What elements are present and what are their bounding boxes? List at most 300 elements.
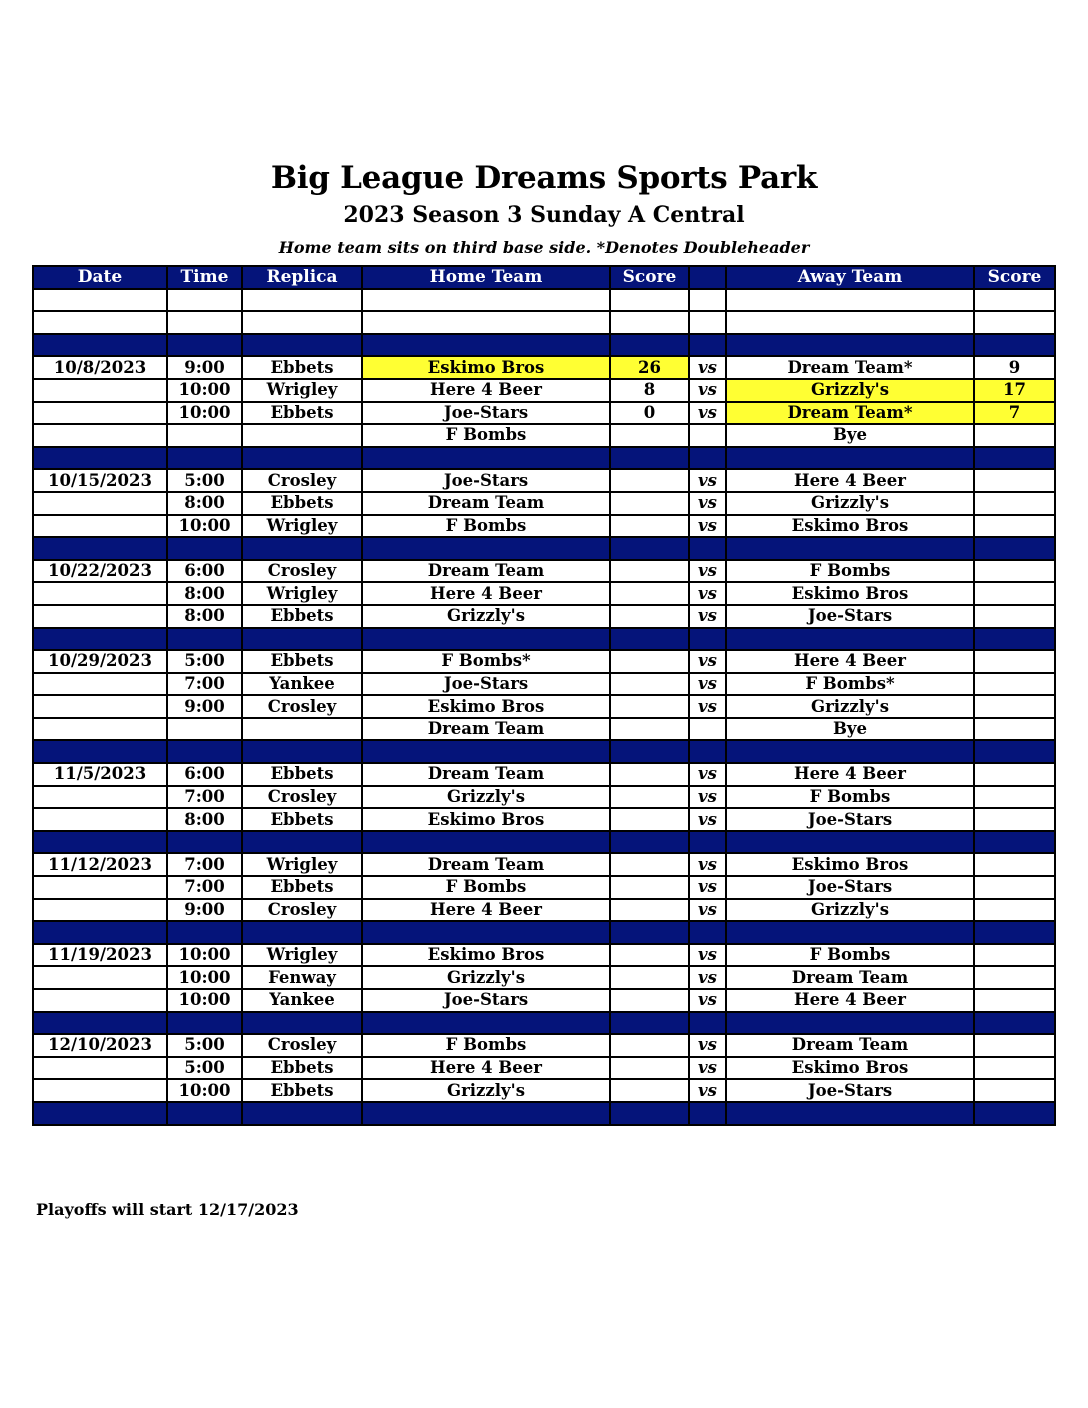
home-score-cell — [610, 740, 689, 763]
away-score-cell — [974, 334, 1055, 357]
away-team-cell: Here 4 Beer — [726, 989, 974, 1012]
home-score-cell — [610, 1034, 689, 1057]
game-row — [33, 402, 1055, 425]
date-cell — [33, 628, 167, 651]
page-title: Big League Dreams Sports Park — [270, 160, 818, 196]
vs-cell: vs — [689, 605, 726, 628]
game-row — [33, 356, 1055, 379]
vs-cell: vs — [689, 515, 726, 538]
game-row — [33, 989, 1055, 1012]
date-cell — [33, 1012, 167, 1035]
vs-cell: vs — [689, 989, 726, 1012]
date-cell — [33, 718, 167, 741]
date-cell — [33, 1102, 167, 1125]
away-score-cell — [974, 1012, 1055, 1035]
home-team-cell: Dream Team — [362, 853, 610, 876]
game-row — [33, 695, 1055, 718]
away-score-cell — [974, 831, 1055, 854]
header-vs — [689, 266, 726, 289]
replica-cell: Crosley — [242, 469, 362, 492]
game-row — [33, 1034, 1055, 1057]
vs-cell: vs — [689, 379, 726, 402]
away-team-cell: Eskimo Bros — [726, 853, 974, 876]
date-cell — [33, 786, 167, 809]
replica-cell: Ebbets — [242, 1057, 362, 1080]
header-home-score: Score — [610, 266, 689, 289]
time-cell: 9:00 — [167, 899, 242, 922]
game-row — [33, 560, 1055, 583]
vs-cell — [689, 1102, 726, 1125]
replica-cell — [242, 718, 362, 741]
home-score-cell — [610, 424, 689, 447]
away-team-cell: F Bombs — [726, 560, 974, 583]
away-score-cell — [974, 311, 1055, 334]
home-team-cell — [362, 831, 610, 854]
game-row — [33, 966, 1055, 989]
away-score-cell — [974, 515, 1055, 538]
replica-cell — [242, 628, 362, 651]
home-score-cell — [610, 1102, 689, 1125]
home-score-cell — [610, 921, 689, 944]
home-team-cell: Dream Team — [362, 763, 610, 786]
vs-cell: vs — [689, 695, 726, 718]
date-cell — [33, 447, 167, 470]
away-team-cell — [726, 1102, 974, 1125]
vs-cell — [689, 537, 726, 560]
time-cell: 5:00 — [167, 1057, 242, 1080]
vs-cell: vs — [689, 876, 726, 899]
game-row — [33, 899, 1055, 922]
time-cell: 8:00 — [167, 808, 242, 831]
away-team-cell: Joe-Stars — [726, 605, 974, 628]
home-team-cell: F Bombs — [362, 1034, 610, 1057]
game-row — [33, 718, 1055, 741]
home-score-cell — [610, 515, 689, 538]
home-score-cell — [610, 1079, 689, 1102]
home-score-cell — [610, 763, 689, 786]
home-team-cell: Eskimo Bros — [362, 944, 610, 967]
away-score-cell — [974, 853, 1055, 876]
away-score-cell — [974, 921, 1055, 944]
date-cell — [33, 876, 167, 899]
time-cell — [167, 628, 242, 651]
replica-cell: Ebbets — [242, 876, 362, 899]
home-team-cell: Eskimo Bros — [362, 695, 610, 718]
home-score-cell — [610, 695, 689, 718]
date-cell: 11/19/2023 — [33, 944, 167, 967]
date-cell — [33, 695, 167, 718]
home-score-cell — [610, 1012, 689, 1035]
time-cell — [167, 1012, 242, 1035]
home-score-cell — [610, 537, 689, 560]
away-team-cell: Dream Team — [726, 1034, 974, 1057]
home-team-cell — [362, 740, 610, 763]
replica-cell — [242, 537, 362, 560]
away-score-cell — [974, 605, 1055, 628]
time-cell: 7:00 — [167, 853, 242, 876]
vs-cell: vs — [689, 786, 726, 809]
home-score-cell — [610, 786, 689, 809]
game-row — [33, 492, 1055, 515]
away-score-cell — [974, 876, 1055, 899]
away-score-cell — [974, 628, 1055, 651]
vs-cell: vs — [689, 1079, 726, 1102]
home-score-cell — [610, 447, 689, 470]
game-row — [33, 944, 1055, 967]
replica-cell: Wrigley — [242, 379, 362, 402]
away-team-cell — [726, 628, 974, 651]
home-team-cell: F Bombs* — [362, 650, 610, 673]
game-row — [33, 876, 1055, 899]
vs-cell: vs — [689, 492, 726, 515]
time-cell — [167, 311, 242, 334]
date-cell — [33, 831, 167, 854]
away-team-cell — [726, 311, 974, 334]
home-team-cell — [362, 447, 610, 470]
away-team-cell — [726, 921, 974, 944]
separator-row — [33, 921, 1055, 944]
time-cell — [167, 831, 242, 854]
vs-cell: vs — [689, 673, 726, 696]
date-cell: 11/12/2023 — [33, 853, 167, 876]
away-team-cell: Bye — [726, 424, 974, 447]
date-cell — [33, 605, 167, 628]
schedule-body — [33, 289, 1055, 1125]
away-score-cell — [974, 966, 1055, 989]
home-team-cell — [362, 628, 610, 651]
away-team-cell: Here 4 Beer — [726, 763, 974, 786]
home-score-cell — [610, 853, 689, 876]
header-away-score: Score — [974, 266, 1055, 289]
replica-cell — [242, 424, 362, 447]
away-team-cell: Grizzly's — [726, 379, 974, 402]
home-team-cell: Dream Team — [362, 492, 610, 515]
away-score-cell — [974, 582, 1055, 605]
vs-cell — [689, 921, 726, 944]
home-team-cell: F Bombs — [362, 424, 610, 447]
home-team-cell: Eskimo Bros — [362, 808, 610, 831]
date-cell: 10/8/2023 — [33, 356, 167, 379]
home-team-cell: Grizzly's — [362, 1079, 610, 1102]
replica-cell: Fenway — [242, 966, 362, 989]
away-team-cell: Grizzly's — [726, 899, 974, 922]
time-cell: 10:00 — [167, 515, 242, 538]
away-score-cell — [974, 1057, 1055, 1080]
game-row — [33, 605, 1055, 628]
replica-cell: Wrigley — [242, 944, 362, 967]
home-score-cell — [610, 469, 689, 492]
game-row — [33, 808, 1055, 831]
date-cell: 12/10/2023 — [33, 1034, 167, 1057]
vs-cell: vs — [689, 402, 726, 425]
game-row — [33, 379, 1055, 402]
vs-cell: vs — [689, 469, 726, 492]
time-cell — [167, 740, 242, 763]
game-row — [33, 650, 1055, 673]
home-team-cell: Here 4 Beer — [362, 379, 610, 402]
away-score-cell — [974, 289, 1055, 312]
header-home-team: Home Team — [362, 266, 610, 289]
away-score-cell — [974, 424, 1055, 447]
replica-cell — [242, 447, 362, 470]
away-score-cell — [974, 944, 1055, 967]
home-score-cell — [610, 1057, 689, 1080]
home-team-cell: Here 4 Beer — [362, 1057, 610, 1080]
home-score-cell — [610, 650, 689, 673]
away-team-cell — [726, 289, 974, 312]
home-team-cell — [362, 537, 610, 560]
game-row — [33, 424, 1055, 447]
date-cell — [33, 899, 167, 922]
blank-row — [33, 289, 1055, 312]
vs-cell: vs — [689, 650, 726, 673]
date-cell: 11/5/2023 — [33, 763, 167, 786]
time-cell — [167, 718, 242, 741]
away-score-cell — [974, 537, 1055, 560]
away-team-cell — [726, 537, 974, 560]
home-score-cell — [610, 966, 689, 989]
away-score-cell: 9 — [974, 356, 1055, 379]
game-row — [33, 763, 1055, 786]
page-subtitle: 2023 Season 3 Sunday A Central — [343, 202, 745, 228]
time-cell: 10:00 — [167, 402, 242, 425]
home-team-cell: F Bombs — [362, 876, 610, 899]
home-score-cell: 8 — [610, 379, 689, 402]
schedule-table — [32, 265, 1056, 1126]
date-cell — [33, 311, 167, 334]
time-cell — [167, 424, 242, 447]
home-score-cell — [610, 582, 689, 605]
away-team-cell: Here 4 Beer — [726, 469, 974, 492]
home-score-cell — [610, 334, 689, 357]
blank-row — [33, 311, 1055, 334]
away-team-cell: Eskimo Bros — [726, 1057, 974, 1080]
time-cell: 5:00 — [167, 469, 242, 492]
game-row — [33, 786, 1055, 809]
game-row — [33, 853, 1055, 876]
away-score-cell — [974, 1102, 1055, 1125]
replica-cell: Ebbets — [242, 808, 362, 831]
away-score-cell — [974, 469, 1055, 492]
away-score-cell — [974, 447, 1055, 470]
date-cell — [33, 289, 167, 312]
replica-cell: Crosley — [242, 1034, 362, 1057]
playoffs-note: Playoffs will start 12/17/2023 — [36, 1200, 299, 1219]
date-cell — [33, 379, 167, 402]
away-team-cell: Joe-Stars — [726, 876, 974, 899]
date-cell — [33, 402, 167, 425]
header-time: Time — [167, 266, 242, 289]
date-cell — [33, 334, 167, 357]
date-cell — [33, 1079, 167, 1102]
replica-cell: Wrigley — [242, 515, 362, 538]
vs-cell: vs — [689, 808, 726, 831]
replica-cell — [242, 311, 362, 334]
away-team-cell — [726, 831, 974, 854]
away-team-cell: Here 4 Beer — [726, 650, 974, 673]
time-cell: 6:00 — [167, 560, 242, 583]
home-score-cell — [610, 808, 689, 831]
away-team-cell — [726, 1012, 974, 1035]
home-score-cell — [610, 560, 689, 583]
away-score-cell — [974, 740, 1055, 763]
time-cell: 10:00 — [167, 989, 242, 1012]
away-team-cell: F Bombs — [726, 786, 974, 809]
home-score-cell — [610, 899, 689, 922]
home-team-cell: Here 4 Beer — [362, 582, 610, 605]
date-cell — [33, 808, 167, 831]
separator-row — [33, 447, 1055, 470]
away-score-cell — [974, 808, 1055, 831]
date-cell — [33, 673, 167, 696]
time-cell: 7:00 — [167, 786, 242, 809]
game-row — [33, 1057, 1055, 1080]
replica-cell — [242, 831, 362, 854]
replica-cell — [242, 1102, 362, 1125]
vs-cell: vs — [689, 582, 726, 605]
time-cell — [167, 537, 242, 560]
vs-cell: vs — [689, 763, 726, 786]
date-cell — [33, 1057, 167, 1080]
home-team-cell — [362, 1102, 610, 1125]
away-score-cell — [974, 650, 1055, 673]
away-team-cell — [726, 334, 974, 357]
home-score-cell — [610, 605, 689, 628]
vs-cell — [689, 334, 726, 357]
date-cell — [33, 966, 167, 989]
vs-cell — [689, 831, 726, 854]
home-team-cell: Joe-Stars — [362, 469, 610, 492]
away-score-cell — [974, 492, 1055, 515]
home-score-cell — [610, 311, 689, 334]
separator-row — [33, 831, 1055, 854]
header-away-team: Away Team — [726, 266, 974, 289]
home-score-cell — [610, 492, 689, 515]
game-row — [33, 515, 1055, 538]
replica-cell: Ebbets — [242, 650, 362, 673]
home-team-cell — [362, 1012, 610, 1035]
home-team-cell — [362, 311, 610, 334]
vs-cell — [689, 1012, 726, 1035]
time-cell: 8:00 — [167, 605, 242, 628]
home-score-cell — [610, 628, 689, 651]
date-cell: 10/22/2023 — [33, 560, 167, 583]
vs-cell — [689, 740, 726, 763]
header-replica: Replica — [242, 266, 362, 289]
home-score-cell — [610, 876, 689, 899]
time-cell — [167, 921, 242, 944]
home-score-cell — [610, 989, 689, 1012]
replica-cell — [242, 921, 362, 944]
header-date: Date — [33, 266, 167, 289]
home-team-cell — [362, 334, 610, 357]
replica-cell: Wrigley — [242, 582, 362, 605]
time-cell: 7:00 — [167, 876, 242, 899]
time-cell: 10:00 — [167, 944, 242, 967]
separator-row — [33, 334, 1055, 357]
home-score-cell — [610, 944, 689, 967]
home-team-cell — [362, 289, 610, 312]
away-team-cell: Dream Team* — [726, 356, 974, 379]
time-cell — [167, 1102, 242, 1125]
home-team-cell — [362, 921, 610, 944]
home-team-cell: Grizzly's — [362, 605, 610, 628]
time-cell: 5:00 — [167, 650, 242, 673]
replica-cell: Ebbets — [242, 402, 362, 425]
time-cell: 5:00 — [167, 1034, 242, 1057]
replica-cell — [242, 289, 362, 312]
away-team-cell: F Bombs* — [726, 673, 974, 696]
away-team-cell: Joe-Stars — [726, 1079, 974, 1102]
replica-cell: Ebbets — [242, 356, 362, 379]
away-score-cell — [974, 899, 1055, 922]
separator-row — [33, 1012, 1055, 1035]
away-team-cell: Eskimo Bros — [726, 515, 974, 538]
away-team-cell: Grizzly's — [726, 492, 974, 515]
away-team-cell: Eskimo Bros — [726, 582, 974, 605]
replica-cell: Ebbets — [242, 492, 362, 515]
date-cell: 10/15/2023 — [33, 469, 167, 492]
doubleheader-note: Home team sits on third base side. *Denotes Doubleheader — [278, 238, 810, 257]
home-score-cell — [610, 831, 689, 854]
vs-cell — [689, 447, 726, 470]
away-score-cell — [974, 1079, 1055, 1102]
time-cell: 7:00 — [167, 673, 242, 696]
separator-row — [33, 740, 1055, 763]
replica-cell: Ebbets — [242, 1079, 362, 1102]
away-score-cell — [974, 763, 1055, 786]
vs-cell: vs — [689, 853, 726, 876]
home-team-cell: Grizzly's — [362, 966, 610, 989]
away-score-cell — [974, 786, 1055, 809]
replica-cell: Ebbets — [242, 605, 362, 628]
header-row — [33, 266, 1055, 289]
vs-cell: vs — [689, 560, 726, 583]
vs-cell: vs — [689, 944, 726, 967]
away-score-cell — [974, 560, 1055, 583]
date-cell — [33, 537, 167, 560]
home-score-cell: 0 — [610, 402, 689, 425]
away-team-cell: Bye — [726, 718, 974, 741]
home-score-cell: 26 — [610, 356, 689, 379]
time-cell: 9:00 — [167, 695, 242, 718]
away-team-cell — [726, 447, 974, 470]
home-team-cell: Dream Team — [362, 718, 610, 741]
time-cell: 6:00 — [167, 763, 242, 786]
separator-row — [33, 537, 1055, 560]
away-score-cell: 7 — [974, 402, 1055, 425]
time-cell: 10:00 — [167, 966, 242, 989]
time-cell — [167, 289, 242, 312]
game-row — [33, 582, 1055, 605]
date-cell: 10/29/2023 — [33, 650, 167, 673]
date-cell — [33, 424, 167, 447]
away-team-cell — [726, 740, 974, 763]
away-team-cell: Grizzly's — [726, 695, 974, 718]
replica-cell — [242, 1012, 362, 1035]
replica-cell: Yankee — [242, 989, 362, 1012]
home-team-cell: Joe-Stars — [362, 402, 610, 425]
time-cell: 8:00 — [167, 492, 242, 515]
home-score-cell — [610, 718, 689, 741]
separator-row — [33, 1102, 1055, 1125]
away-score-cell: 17 — [974, 379, 1055, 402]
time-cell: 9:00 — [167, 356, 242, 379]
vs-cell — [689, 718, 726, 741]
vs-cell — [689, 289, 726, 312]
home-score-cell — [610, 673, 689, 696]
replica-cell: Yankee — [242, 673, 362, 696]
